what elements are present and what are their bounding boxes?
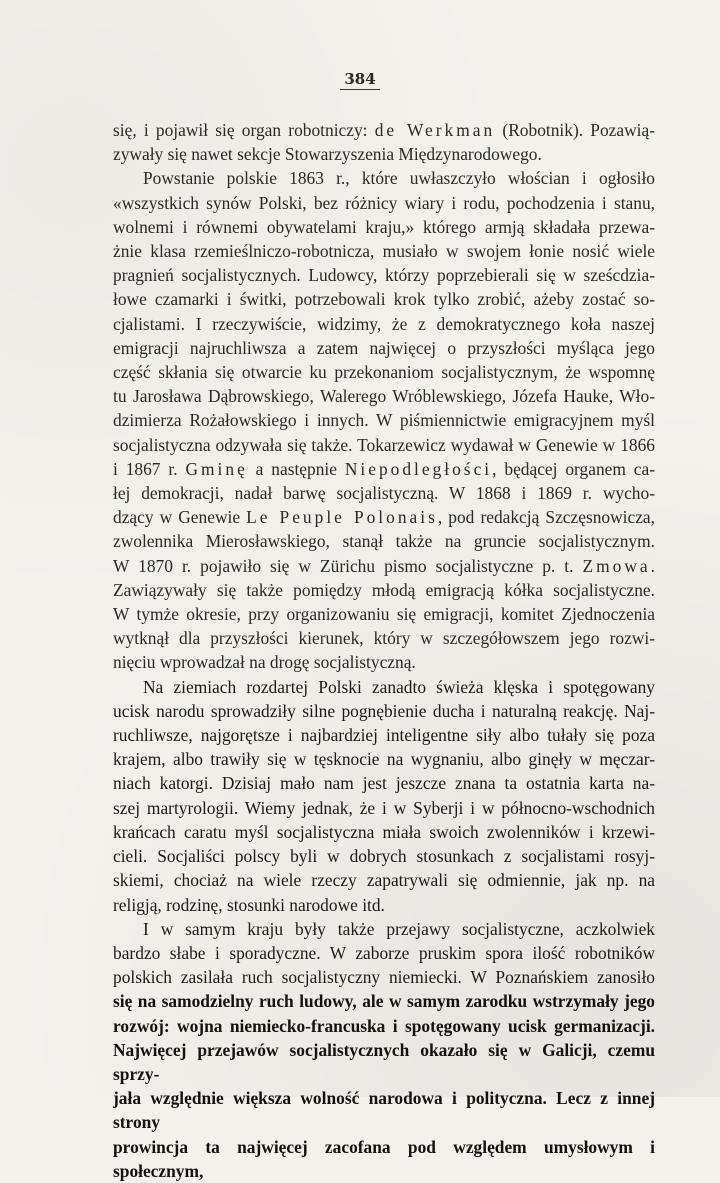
text-line: jała względnie większa wolność narodowa i polityczna. Lecz z innej strony (113, 1088, 655, 1133)
text-line: skiemi, chociaż na wiele rzeczy zapatrywali się odmiennie, jak np. na (113, 870, 655, 891)
text-line: krajem, albo trawiły się w tęsknocie na wygnaniu, albo ginęły w męczar- (113, 749, 655, 770)
text-line: wytknął dla przyszłości kierunek, który w szczegółowszem jego rozwi- (113, 628, 655, 649)
page-number: 384 (0, 70, 720, 88)
text-line: I w samym kraju były także przejawy socjalistyczne, aczkolwiek (143, 918, 655, 939)
text-line: rozwój: wojna niemiecko-francuska i spotęgowany ucisk germanizacji. (113, 1015, 655, 1036)
text-line: tu Jarosława Dąbrowskiego, Walerego Wróblewskiego, Józefa Hauke, Wło- (113, 386, 655, 407)
text-line: ucisk narodu sprowadziły silne pognębienie ducha i naturalną reakcję. Naj- (113, 700, 655, 721)
text-line: dzący w Genewie Le Peuple Polonais, pod redakcją Szczęsnowicza, (113, 507, 655, 528)
text-line: pragnień socjalistycznych. Ludowcy, którzy poprzebierali się w sześcdzia- (113, 265, 655, 286)
text-line: wolnemi i równemi obywatelami kraju,» którego armją składała przewa- (113, 216, 655, 237)
text-line: Zawiązywały się także pomiędzy młodą emigracją kółka socjalistyczne. (113, 579, 655, 600)
text-line: niach katorgi. Dzisiaj mało nam jest jeszcze znana ta ostatnia karta na- (113, 773, 655, 794)
text-line: Na ziemiach rozdartej Polski zanadto świeża klęska i spotęgowany (143, 676, 655, 697)
text-line: część skłania się otwarcie ku przekonaniom socjalistycznym, że wspomnę (113, 362, 655, 383)
text-line: nięciu wprowadzał na drogę socjalistyczną. (113, 652, 416, 673)
text-line: «wszystkich synów Polski, bez różnicy wiary i rodu, pochodzenia i stanu, (113, 192, 655, 213)
text-line: krańcach caratu myśl socjalistyczna miała swoich zwolenników i krzewi- (113, 821, 655, 842)
text-line: się na samodzielny ruch ludowy, ale w samym zarodku wstrzymały jego (113, 991, 655, 1012)
text-line: dzimierza Rożałowskiego i innych. W piśmiennictwie emigracyjnem myśl (113, 410, 655, 431)
text-line: zywały się nawet sekcje Stowarzyszenia Międzynarodowego. (113, 144, 542, 165)
text-line: prowincja ta najwięcej zacofana pod względem umysłowym i społecznym, (113, 1136, 655, 1181)
text-line: W tymże okresie, przy organizowaniu się emigracji, komitet Zjednoczenia (113, 604, 655, 625)
text-line: socjalistyczna odzywała się także. Tokarzewicz wydawał w Genewie w 1866 (113, 434, 655, 455)
text-line: W 1870 r. pojawiło się w Zürichu pismo socjalistyczne p. t. Zmowa. (113, 555, 655, 576)
text-line: bardzo słabe i sporadyczne. W zaborze pruskim spora ilość robotników (113, 942, 655, 963)
text-line: Najwięcej przejawów socjalistycznych okazało się w Galicji, czemu sprzy- (113, 1039, 655, 1084)
text-line: polskich zasilała ruch socjalistyczny niemiecki. W Poznańskiem zanosiło (113, 967, 655, 988)
text-line: Powstanie polskie 1863 r., które uwłaszczyło włościan i ogłosiło (143, 168, 655, 189)
text-line: łowe czamarki i świtki, potrzebowali krok tylko zrobić, ażeby zostać so- (113, 289, 655, 310)
text-line: się, i pojawił się organ robotniczy: de Werkman (Robotnik). Pozawią- (113, 120, 655, 140)
text-line: i 1867 r. Gminę a następnie Niepodległości, będącej organem ca- (113, 458, 655, 479)
text-line: religją, rodzinę, stosunki narodowe itd. (113, 894, 385, 915)
body-text (113, 118, 655, 1183)
text-line: szej martyrologii. Wiemy jednak, że i w Syberji i w północno-wschodnich (113, 797, 655, 818)
text-line: cieli. Socjaliści polscy byli w dobrych stosunkach z socjalistami rosyj- (113, 846, 655, 867)
text-line: ruchliwsze, najgorętsze i najbardziej inteligentne siły albo tułały się poza (113, 725, 655, 746)
text-line: emigracji najruchliwsza a zatem najwięcej o przyszłości myśląca jego (113, 337, 655, 358)
text-line: łej demokracji, nadał barwę socjalistyczną. W 1868 i 1869 r. wycho- (113, 483, 655, 504)
text-line: żnie klasa rzemieślniczo-robotnicza, musiało w swojem łonie nosić wiele (113, 241, 655, 262)
text-line: cjalistami. I rzeczywiście, widzimy, że z demokratycznego koła naszej (113, 313, 655, 334)
text-line: zwolennika Mierosławskiego, stanął także na gruncie socjalistycznym. (113, 531, 655, 552)
